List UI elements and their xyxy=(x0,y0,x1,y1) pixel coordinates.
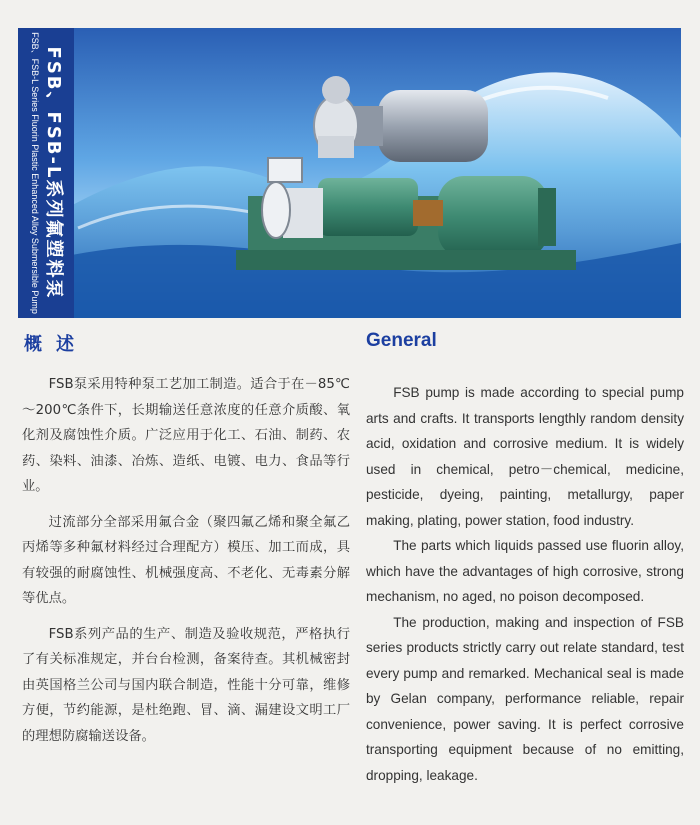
english-section-title: General xyxy=(366,330,437,351)
cn-paragraph: 过流部分全部采用氟合金（聚四氟乙烯和聚全氟乙丙烯等多种氟材料经过合理配方）模压、加工而成，具有较强的耐腐蚀性、机械强度高、不老化、无毒素分解等优点。 xyxy=(22,514,350,606)
chinese-column xyxy=(22,372,350,759)
cn-paragraph: FSB系列产品的生产、制造及验收规范，严格执行了有关标准规定，并台台检测，备案待查。其机械密封由英国格兰公司与国内联合制造，性能十分可靠，维修方便，节约能源，是杜绝跑、冒、滴、漏建设文明工厂的理想防腐输送设备。 xyxy=(22,626,350,744)
vertical-title: FSB、FSB-L系列氟塑料泵 xyxy=(43,46,64,300)
en-paragraph: FSB pump is made according to special pump arts and crafts. It transports lengthly random density acid, oxidation and corrosive medium. It is widely used in chemical, petro－chemical, medicine, pesticide, dyeing, painting, metallurgy, paper making, plating, power station, food industry. xyxy=(366,385,684,528)
chinese-section-title: 概述 xyxy=(24,334,88,355)
product-banner xyxy=(18,28,681,318)
vertical-title-bar xyxy=(18,28,74,318)
cn-paragraph: FSB泵采用特种泵工艺加工制造。适合于在－85℃～200℃条件下，长期输送任意浓度的任意介质酸、氧化剂及腐蚀性介质。广泛应用于化工、石油、制药、农药、染料、油漆、冶炼、造纸、电镀、电力、食品等行业。 xyxy=(22,377,350,494)
wave-pump-illustration xyxy=(18,28,681,318)
vertical-subtitle: FSB、FSB-L Series Fluorin Plastic Enhanced Alloy Submersible Pump xyxy=(30,32,40,314)
en-paragraph: The parts which liquids passed use fluorin alloy, which have the advantages of high corrosive, strong mechanism, no aged, no poison decomposed. xyxy=(366,538,684,604)
en-paragraph: The production, making and inspection of FSB series products strictly carry out relate standard, test every pump and remarked. Mechanical seal is made by Gelan company, performance reliable, repair convenience, power saving. It is perfect corrosive transporting equipment because of no emitting, dropping, leakage. xyxy=(366,614,684,783)
english-column xyxy=(366,380,684,788)
